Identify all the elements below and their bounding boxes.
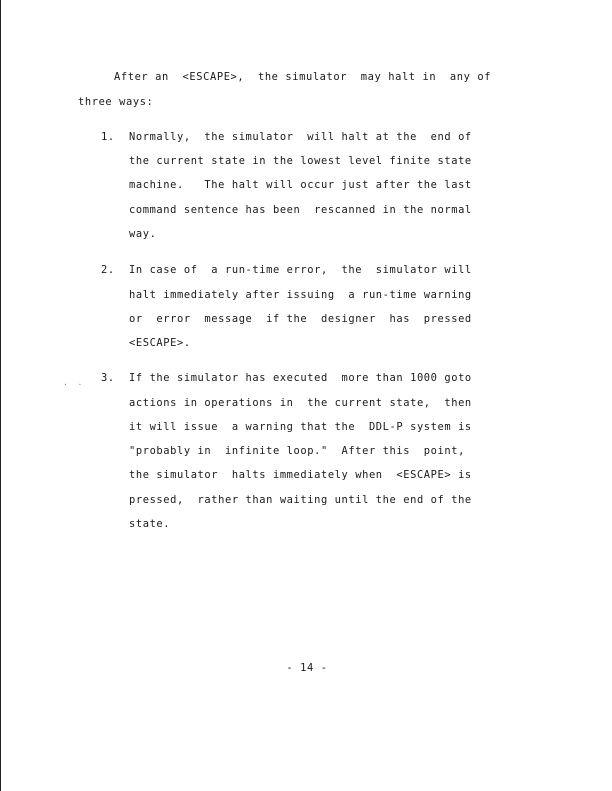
item-2-line-4: <ESCAPE>. (129, 337, 191, 349)
item-1-number: 1. (101, 131, 115, 143)
item-3-line-3: it will issue a warning that the DDL-P system is (129, 421, 472, 433)
stray-marks: · · (63, 380, 83, 389)
item-3-line-2: actions in operations in the current state, then (129, 397, 472, 409)
item-2-line-3: or error message if the designer has pressed (129, 313, 472, 325)
item-1-line-5: way. (129, 228, 157, 240)
item-2-number: 2. (101, 264, 115, 276)
item-3-line-4: "probably in infinite loop." After this point, (129, 445, 465, 457)
item-2-line-1: In case of a run-time error, the simulator will (129, 264, 472, 276)
item-1-line-4: command sentence has been rescanned in the normal (129, 204, 472, 216)
item-1-line-1: Normally, the simulator will halt at the end of (129, 131, 472, 143)
item-2-line-2: halt immediately after issuing a run-time warning (129, 289, 472, 301)
intro-line-2: three ways: (78, 96, 154, 108)
item-3-line-5: the simulator halts immediately when <ESCAPE> is (129, 469, 472, 481)
item-1-line-3: machine. The halt will occur just after the last (129, 179, 472, 191)
intro-line-1: After an <ESCAPE>, the simulator may halt in any of (114, 71, 492, 83)
item-3-line-6: pressed, rather than waiting until the end of the (129, 494, 472, 506)
page-number: - 14 - (286, 662, 328, 674)
item-3-number: 3. (101, 372, 115, 384)
item-3-line-1: If the simulator has executed more than 1000 goto (129, 372, 472, 384)
item-3-line-7: state. (129, 518, 171, 530)
item-1-line-2: the current state in the lowest level finite state (129, 155, 472, 167)
